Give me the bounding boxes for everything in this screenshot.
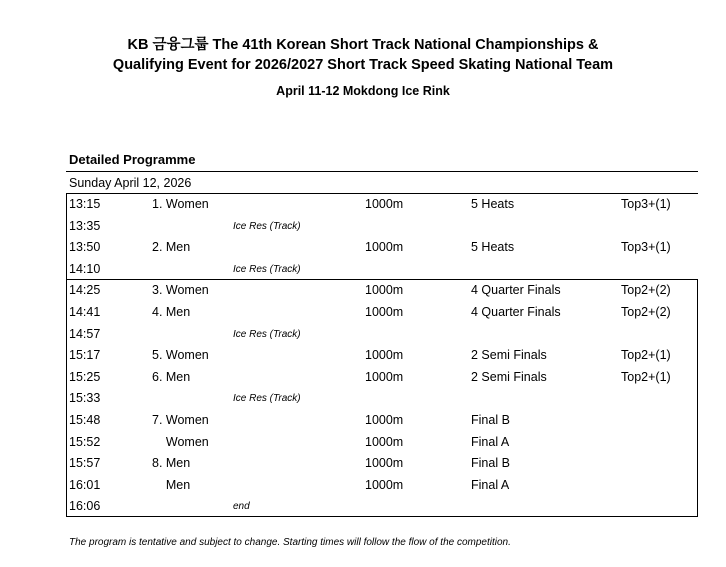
row-round: 5 Heats	[471, 240, 515, 255]
row-round: Final A	[471, 477, 510, 492]
row-round: 4 Quarter Finals	[471, 283, 561, 298]
row-distance: 1000m	[365, 477, 404, 492]
document-title	[0, 35, 726, 75]
row-event: 3. Women	[152, 283, 209, 298]
table-row	[66, 388, 698, 410]
row-time: 14:10	[69, 261, 101, 276]
row-time: 15:52	[69, 434, 101, 449]
table-row	[66, 302, 698, 324]
row-event: 7. Women	[152, 413, 209, 427]
row-time: 13:15	[69, 197, 101, 211]
row-event: 2. Men	[152, 240, 191, 255]
row-note: Ice Res (Track)	[233, 263, 301, 275]
row-time: 13:50	[69, 240, 101, 255]
table-row	[66, 496, 698, 518]
row-time: 14:41	[69, 305, 101, 319]
row-round: Final B	[471, 413, 510, 427]
table-row	[66, 194, 698, 216]
table-row	[66, 237, 698, 259]
row-event: Women	[152, 434, 209, 449]
row-distance: 1000m	[365, 434, 404, 449]
row-event: 1. Women	[152, 197, 209, 211]
row-qualification: Top2+(1)	[621, 369, 671, 384]
row-time: 15:33	[69, 391, 101, 406]
row-note: Ice Res (Track)	[233, 393, 301, 405]
row-distance: 1000m	[365, 305, 404, 319]
row-event: 4. Men	[152, 305, 191, 319]
programme-heading: Detailed Programme	[69, 152, 196, 167]
row-round: 2 Semi Finals	[471, 369, 547, 384]
row-time: 14:57	[69, 326, 101, 341]
row-event: Men	[152, 477, 191, 492]
row-qualification: Top3+(1)	[621, 197, 671, 211]
row-time: 15:57	[69, 456, 101, 471]
row-qualification: Top2+(2)	[621, 305, 671, 319]
table-row	[66, 432, 698, 454]
table-row	[66, 216, 698, 238]
row-round: Final B	[471, 456, 510, 471]
row-distance: 1000m	[365, 348, 404, 363]
row-time: 16:06	[69, 499, 101, 514]
row-distance: 1000m	[365, 369, 404, 384]
row-event: 8. Men	[152, 456, 191, 471]
row-qualification: Top2+(1)	[621, 348, 671, 363]
day-label: Sunday April 12, 2026	[69, 176, 192, 190]
row-time: 15:48	[69, 413, 101, 427]
table-row	[66, 475, 698, 497]
table-row	[66, 367, 698, 389]
row-time: 14:25	[69, 283, 101, 298]
row-time: 13:35	[69, 218, 101, 233]
row-time: 16:01	[69, 477, 101, 492]
table-row	[66, 280, 698, 302]
row-time: 15:25	[69, 369, 101, 384]
row-round: Final A	[471, 434, 510, 449]
row-round: 2 Semi Finals	[471, 348, 547, 363]
event-dates-venue: April 11-12 Mokdong Ice Rink	[276, 84, 450, 98]
row-distance: 1000m	[365, 283, 404, 298]
title-line-2: Qualifying Event for 2026/2027 Short Track Speed Skating National Team	[112, 57, 614, 73]
row-note: Ice Res (Track)	[233, 328, 301, 340]
row-distance: 1000m	[365, 456, 404, 471]
row-round: 4 Quarter Finals	[471, 305, 561, 319]
title-line-1: KB 금융그룹 The 41th Korean Short Track National Championships &	[127, 37, 599, 53]
table-row	[66, 259, 698, 281]
table-row	[66, 324, 698, 346]
heading-rule	[66, 171, 698, 172]
row-distance: 1000m	[365, 413, 404, 427]
table-row	[66, 453, 698, 475]
table-row	[66, 410, 698, 432]
row-distance: 1000m	[365, 197, 404, 211]
row-note: Ice Res (Track)	[233, 220, 301, 232]
row-event: 5. Women	[152, 348, 209, 363]
footnote: The program is tentative and subject to change. Starting times will follow the flow of the competition.	[69, 537, 511, 548]
row-event: 6. Men	[152, 369, 191, 384]
row-qualification: Top2+(2)	[621, 283, 671, 298]
row-time: 15:17	[69, 348, 101, 363]
row-note: end	[233, 501, 250, 513]
row-distance: 1000m	[365, 240, 404, 255]
row-qualification: Top3+(1)	[621, 240, 671, 255]
row-round: 5 Heats	[471, 197, 515, 211]
table-row	[66, 345, 698, 367]
